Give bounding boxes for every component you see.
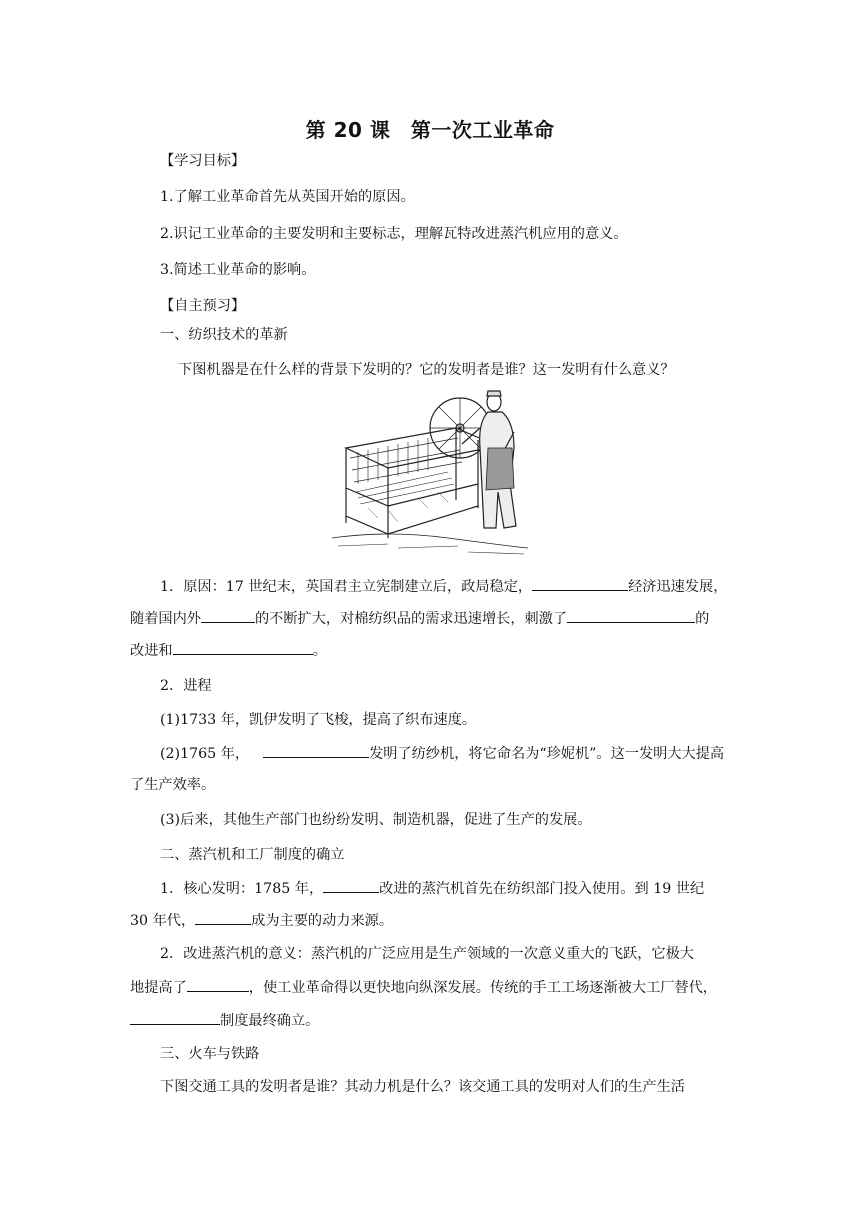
significance-text-c: ，使工业革命得以更快地向纵深发展。传统的手工工场逐渐被大工厂替代，: [248, 980, 717, 996]
core-invention-line-1: [160, 878, 760, 899]
core-text-b: 改进的蒸汽机首先在纺织部门投入使用。到 19 世纪: [379, 881, 705, 897]
process-2-line-1: [160, 743, 760, 764]
process-2-line-2: 了生产效率。: [130, 777, 216, 793]
cause-line-1: [160, 576, 760, 597]
section-1-header: 一、纺织技术的革新: [160, 327, 288, 343]
answer-blank[interactable]: [567, 608, 695, 623]
cause-line-3: [130, 640, 730, 661]
answer-blank[interactable]: [323, 878, 379, 893]
significance-text-d: 制度最终确立。: [220, 1013, 320, 1029]
goal-3: 3.简述工业革命的影响。: [160, 262, 316, 278]
process-2-text-b: 发明了纺纱机，将它命名为“珍妮机”。这一发明大大提高: [369, 746, 725, 762]
cause-text-b: 经济迅速发展，: [628, 579, 728, 595]
cause-text-f: 改进和: [130, 643, 173, 659]
preview-header: 【自主预习】: [160, 298, 246, 314]
core-invention-line-2: [130, 910, 730, 931]
cause-text-e: 的: [695, 611, 710, 627]
answer-blank[interactable]: [201, 608, 255, 623]
goal-1: 1.了解工业革命首先从英国开始的原因。: [160, 189, 415, 205]
process-header: 2．进程: [160, 678, 212, 694]
process-3: (3)后来，其他生产部门也纷纷发明、制造机器，促进了生产的发展。: [160, 812, 592, 828]
process-2-text-a: (2)1765 年，: [160, 746, 250, 762]
answer-blank[interactable]: [187, 977, 249, 992]
section-3-header: 三、火车与铁路: [160, 1046, 260, 1062]
cause-line-2: [130, 608, 730, 629]
answer-blank[interactable]: [195, 910, 251, 925]
spinning-jenny-illustration: [328, 388, 530, 560]
cause-text-c: 随着国内外: [130, 611, 201, 627]
process-1: (1)1733 年，凯伊发明了飞梭，提高了织布速度。: [160, 712, 477, 728]
section-2-header: 二、蒸汽机和工厂制度的确立: [160, 847, 345, 863]
core-text-c: 30 年代，: [130, 913, 196, 929]
core-text-a: 1．核心发明：1785 年，: [160, 881, 324, 897]
cause-text-a: 1．原因：17 世纪末，英国君主立宪制建立后，政局稳定，: [160, 579, 533, 595]
significance-line-1: 2．改进蒸汽机的意义：蒸汽机的广泛应用是生产领域的一次意义重大的飞跃，它极大: [160, 946, 694, 962]
answer-blank[interactable]: [532, 576, 628, 591]
significance-text-b: 地提高了: [130, 980, 187, 996]
cause-text-d: 的不断扩大，对棉纺织品的需求迅速增长，刺激了: [254, 611, 568, 627]
goal-2: 2.识记工业革命的主要发明和主要标志，理解瓦特改进蒸汽机应用的意义。: [160, 226, 628, 242]
answer-blank[interactable]: [130, 1010, 220, 1025]
section-1-question: 下图机器是在什么样的背景下发明的？它的发明者是谁？这一发明有什么意义？: [178, 362, 675, 378]
section-3-question: 下图交通工具的发明者是谁？其动力机是什么？该交通工具的发明对人们的生产生活: [160, 1079, 685, 1095]
goals-header: 【学习目标】: [160, 153, 246, 169]
significance-line-3: [130, 1010, 730, 1031]
core-text-d: 成为主要的动力来源。: [251, 913, 394, 929]
page-title: 第 20 课 第一次工业革命: [305, 118, 555, 142]
answer-blank[interactable]: [263, 743, 369, 758]
answer-blank[interactable]: [173, 640, 313, 655]
cause-text-g: 。: [312, 643, 327, 659]
significance-line-2: [130, 977, 730, 998]
